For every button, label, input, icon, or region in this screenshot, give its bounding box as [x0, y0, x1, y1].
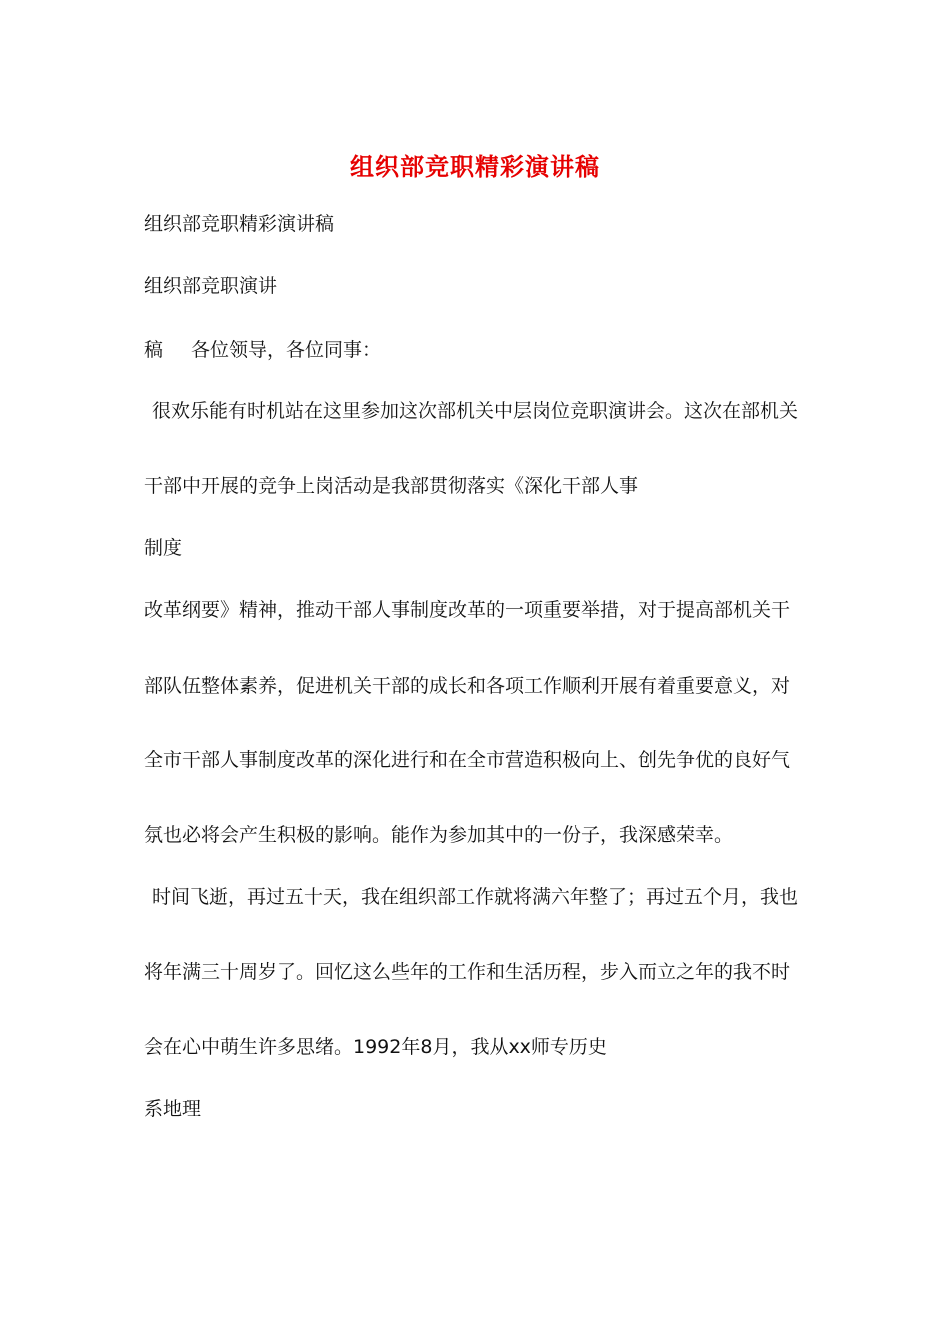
paragraph-line: 制度 — [144, 537, 183, 559]
heading-continuation: 稿 — [144, 339, 164, 361]
document-title: 组织部竞职精彩演讲稿 — [350, 152, 600, 181]
paragraph-line: 全市干部人事制度改革的深化进行和在全市营造积极向上、创先争优的良好气 — [144, 749, 791, 771]
paragraph-line: 将年满三十周岁了。回忆这么些年的工作和生活历程，步入而立之年的我不时 — [144, 961, 791, 983]
paragraph-line: 改革纲要》精神，推动干部人事制度改革的一项重要举措，对于提高部机关干 — [144, 599, 791, 621]
paragraph-line: 时间飞逝，再过五十天，我在组织部工作就将满六年整了；再过五个月，我也 — [152, 886, 799, 908]
paragraph-line: 部队伍整体素养，促进机关干部的成长和各项工作顺利开展有着重要意义，对 — [144, 675, 791, 697]
paragraph-line: 干部中开展的竞争上岗活动是我部贯彻落实《深化干部人事 — [144, 475, 639, 497]
paragraph-subtitle: 组织部竞职精彩演讲稿 — [144, 213, 335, 235]
paragraph-line: 氛也必将会产生积极的影响。能作为参加其中的一份子，我深感荣幸。 — [144, 824, 734, 846]
paragraph-line: 会在心中萌生许多思绪。1992年8月，我从xx师专历史 — [144, 1036, 607, 1058]
paragraph-line: 很欢乐能有时机站在这里参加这次部机关中层岗位竞职演讲会。这次在部机关 — [152, 400, 799, 422]
paragraph-line: 系地理 — [144, 1098, 202, 1120]
salutation-text: 各位领导，各位同事： — [191, 339, 382, 361]
paragraph-salutation — [144, 337, 381, 363]
paragraph-speech-heading: 组织部竞职演讲 — [144, 275, 278, 297]
